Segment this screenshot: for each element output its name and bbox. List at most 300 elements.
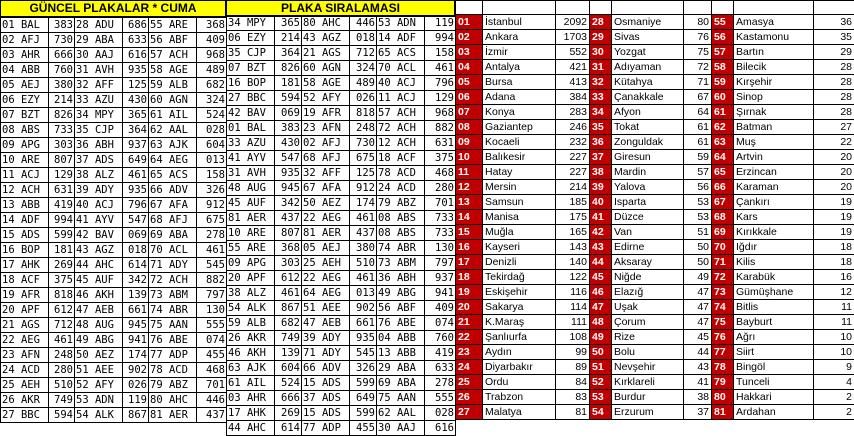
plate-code-cell: 48 AUG xyxy=(75,318,123,333)
rank-cell: 37 xyxy=(590,150,612,165)
plate-number-cell: 941 xyxy=(425,286,456,301)
plate-code-cell: 46 AKH xyxy=(75,288,123,303)
city-name-cell: Rize xyxy=(612,330,684,345)
plate-code-cell: 77 ADP xyxy=(302,421,350,436)
city-name-cell: Malatya xyxy=(483,405,556,420)
plate-number-cell: 489 xyxy=(350,76,377,91)
plate-number-cell: 468 xyxy=(425,166,456,181)
blank-cell xyxy=(612,1,684,15)
rank-cell: 46 xyxy=(590,285,612,300)
plate-row xyxy=(227,376,456,391)
plate-code-cell: 44 AHC xyxy=(227,421,275,436)
plate-number-cell: 074 xyxy=(425,316,456,331)
plate-number-cell: 174 xyxy=(123,348,149,363)
plate-number-cell: 555 xyxy=(197,318,227,333)
plate-number-cell: 797 xyxy=(425,256,456,271)
plate-number-cell: 612 xyxy=(275,271,302,286)
plate-code-cell: 10 ARE xyxy=(227,226,275,241)
plate-number-cell: 303 xyxy=(49,138,75,153)
city-name-cell: Adana xyxy=(483,90,556,105)
city-count-cell: 140 xyxy=(556,255,590,270)
city-count-cell: 227 xyxy=(556,165,590,180)
plate-number-cell: 018 xyxy=(123,243,149,258)
city-name-cell: Mardin xyxy=(612,165,684,180)
rank-cell: 38 xyxy=(590,165,612,180)
plate-number-cell: 633 xyxy=(425,361,456,376)
ranking-row xyxy=(456,225,854,240)
plate-row xyxy=(1,123,227,138)
plate-code-cell: 46 AKH xyxy=(227,346,275,361)
plate-code-cell: 38 ALZ xyxy=(75,168,123,183)
plate-code-cell: 14 ADF xyxy=(1,213,49,228)
plate-code-cell: 27 BBC xyxy=(227,91,275,106)
rank-cell: 49 xyxy=(590,330,612,345)
rank-cell: 39 xyxy=(590,180,612,195)
city-count-cell: 19 xyxy=(814,210,854,225)
plate-row xyxy=(1,63,227,78)
plate-number-cell: 661 xyxy=(350,316,377,331)
plate-row xyxy=(1,93,227,108)
plate-number-cell: 119 xyxy=(425,16,456,31)
plate-code-cell: 63 AJK xyxy=(149,138,197,153)
city-name-cell: Balıkesir xyxy=(483,150,556,165)
plate-code-cell: 04 ABB xyxy=(377,331,425,346)
city-name-cell: Kütahya xyxy=(612,75,684,90)
city-count-cell: 111 xyxy=(556,315,590,330)
rank-cell: 54 xyxy=(590,405,612,420)
plate-code-cell: 54 ALK xyxy=(227,301,275,316)
city-count-cell: 29 xyxy=(814,45,854,60)
plate-number-cell: 807 xyxy=(49,153,75,168)
plate-code-cell: 45 AUF xyxy=(75,273,123,288)
city-count-cell: 37 xyxy=(684,405,712,420)
plate-number-cell: 069 xyxy=(275,106,302,121)
city-count-cell: 61 xyxy=(684,135,712,150)
plate-number-cell: 749 xyxy=(49,393,75,408)
current-plates-table xyxy=(0,17,227,423)
city-count-cell: 108 xyxy=(556,330,590,345)
rank-cell: 20 xyxy=(456,300,483,315)
rank-cell: 04 xyxy=(456,60,483,75)
rank-cell: 77 xyxy=(712,345,734,360)
plate-code-cell: 35 CJP xyxy=(75,123,123,138)
city-count-cell: 165 xyxy=(556,225,590,240)
plate-code-cell: 17 AHK xyxy=(1,258,49,273)
blank-cell xyxy=(814,1,854,15)
plate-number-cell: 280 xyxy=(425,181,456,196)
ranking-row xyxy=(456,375,854,390)
plate-number-cell: 935 xyxy=(350,331,377,346)
plate-number-cell: 935 xyxy=(123,183,149,198)
city-name-cell: Amasya xyxy=(734,15,814,30)
plate-row xyxy=(1,48,227,63)
plate-number-cell: 882 xyxy=(197,273,227,288)
plate-row xyxy=(227,31,456,46)
rank-cell: 25 xyxy=(456,375,483,390)
plate-number-cell: 912 xyxy=(350,181,377,196)
rank-cell: 57 xyxy=(712,45,734,60)
plate-row xyxy=(227,121,456,136)
plate-code-cell: 47 AEB xyxy=(302,316,350,331)
city-count-cell: 51 xyxy=(684,225,712,240)
plate-code-cell: 78 ACD xyxy=(149,363,197,378)
city-ranking-panel xyxy=(455,0,854,422)
plate-code-cell: 31 AVH xyxy=(227,166,275,181)
plate-code-cell: 43 AGZ xyxy=(75,243,123,258)
city-count-cell: 227 xyxy=(556,150,590,165)
ranking-row xyxy=(456,105,854,120)
plate-number-cell: 661 xyxy=(123,303,149,318)
plate-code-cell: 05 AEJ xyxy=(1,78,49,93)
plate-code-cell: 37 ADS xyxy=(302,391,350,406)
plate-row xyxy=(1,168,227,183)
city-name-cell: Aksaray xyxy=(612,255,684,270)
plate-code-cell: 12 ACH xyxy=(1,183,49,198)
plate-row xyxy=(1,183,227,198)
plate-number-cell: 614 xyxy=(275,421,302,436)
city-name-cell: Trabzon xyxy=(483,390,556,405)
rank-cell: 68 xyxy=(712,210,734,225)
plate-code-cell: 76 ABE xyxy=(377,316,425,331)
plate-number-cell: 461 xyxy=(197,243,227,258)
city-count-cell: 27 xyxy=(814,120,854,135)
city-name-cell: Bartın xyxy=(734,45,814,60)
plate-code-cell: 16 BOP xyxy=(227,76,275,91)
city-name-cell: Samsun xyxy=(483,195,556,210)
plate-row xyxy=(1,78,227,93)
city-count-cell: 53 xyxy=(684,195,712,210)
rank-cell: 13 xyxy=(456,195,483,210)
plate-code-cell: 53 ADN xyxy=(377,16,425,31)
blank-cell xyxy=(483,1,556,15)
ranking-row xyxy=(456,165,854,180)
plate-row xyxy=(227,346,456,361)
city-name-cell: Kocaeli xyxy=(483,135,556,150)
city-name-cell: Gaziantep xyxy=(483,120,556,135)
plate-code-cell: 70 ACL xyxy=(377,61,425,76)
city-count-cell: 122 xyxy=(556,270,590,285)
plate-row xyxy=(1,228,227,243)
city-name-cell: İstanbul xyxy=(483,15,556,30)
ranking-row xyxy=(456,285,854,300)
plate-row xyxy=(227,76,456,91)
city-count-cell: 28 xyxy=(814,75,854,90)
blank-cell xyxy=(556,1,590,15)
plate-number-cell: 760 xyxy=(49,63,75,78)
plate-code-cell: 76 ABE xyxy=(149,333,197,348)
plate-code-cell: 32 AFF xyxy=(302,166,350,181)
plate-code-cell: 11 ACJ xyxy=(377,91,425,106)
ranking-row xyxy=(456,300,854,315)
plate-code-cell: 07 BZT xyxy=(1,108,49,123)
plate-number-cell: 468 xyxy=(197,363,227,378)
plate-code-cell: 12 ACH xyxy=(377,136,425,151)
plate-number-cell: 902 xyxy=(123,363,149,378)
plate-number-cell: 666 xyxy=(275,391,302,406)
plate-number-cell: 524 xyxy=(275,376,302,391)
plate-number-cell: 181 xyxy=(275,76,302,91)
plate-code-cell: 62 AAL xyxy=(149,123,197,138)
rank-cell: 72 xyxy=(712,270,734,285)
plate-number-cell: 139 xyxy=(123,288,149,303)
plate-number-cell: 461 xyxy=(425,61,456,76)
plate-number-cell: 945 xyxy=(123,318,149,333)
city-name-cell: Erzincan xyxy=(734,165,814,180)
city-name-cell: Bingöl xyxy=(734,360,814,375)
plate-number-cell: 409 xyxy=(425,301,456,316)
city-name-cell: Bayburt xyxy=(734,315,814,330)
rank-cell: 09 xyxy=(456,135,483,150)
plate-code-cell: 05 AEJ xyxy=(302,241,350,256)
city-count-cell: 2092 xyxy=(556,15,590,30)
city-name-cell: Osmaniye xyxy=(612,15,684,30)
ranking-row xyxy=(456,330,854,345)
plate-code-cell: 08 ABS xyxy=(377,226,425,241)
plate-row xyxy=(227,421,456,436)
plate-code-cell: 15 ADS xyxy=(302,376,350,391)
plate-code-cell: 77 ADP xyxy=(149,348,197,363)
plate-number-cell: 461 xyxy=(275,286,302,301)
plate-code-cell: 24 ACD xyxy=(1,363,49,378)
city-count-cell: 64 xyxy=(684,105,712,120)
plate-code-cell: 75 AAN xyxy=(377,391,425,406)
plate-number-cell: 510 xyxy=(49,378,75,393)
city-name-cell: Iğdır xyxy=(734,240,814,255)
plate-number-cell: 749 xyxy=(275,331,302,346)
city-name-cell: Denizli xyxy=(483,255,556,270)
rank-cell: 48 xyxy=(590,315,612,330)
plate-code-cell: 06 EZY xyxy=(227,31,275,46)
plate-number-cell: 882 xyxy=(425,121,456,136)
plate-code-cell: 67 AFA xyxy=(149,198,197,213)
city-count-cell: 28 xyxy=(814,105,854,120)
city-count-cell: 99 xyxy=(556,345,590,360)
city-name-cell: Sivas xyxy=(612,30,684,45)
rank-cell: 02 xyxy=(456,30,483,45)
plate-code-cell: 67 AFA xyxy=(302,181,350,196)
plate-code-cell: 24 ACD xyxy=(377,181,425,196)
plate-number-cell: 368 xyxy=(197,18,227,33)
plate-code-cell: 17 AHK xyxy=(227,406,275,421)
city-count-cell: 50 xyxy=(684,255,712,270)
city-count-cell: 10 xyxy=(814,345,854,360)
ranking-row xyxy=(456,405,854,420)
plate-number-cell: 368 xyxy=(275,241,302,256)
city-count-cell: 246 xyxy=(556,120,590,135)
city-name-cell: Karabük xyxy=(734,270,814,285)
plate-number-cell: 446 xyxy=(197,393,227,408)
plate-number-cell: 181 xyxy=(49,243,75,258)
plate-number-cell: 026 xyxy=(350,91,377,106)
rank-cell: 60 xyxy=(712,90,734,105)
plate-row xyxy=(1,213,227,228)
city-count-cell: 9 xyxy=(814,360,854,375)
plate-code-cell: 74 ABR xyxy=(377,241,425,256)
plate-number-cell: 555 xyxy=(425,391,456,406)
rank-cell: 18 xyxy=(456,270,483,285)
plate-number-cell: 324 xyxy=(350,61,377,76)
plate-code-cell: 20 APF xyxy=(227,271,275,286)
plate-number-cell: 675 xyxy=(350,151,377,166)
plate-number-cell: 912 xyxy=(197,198,227,213)
plate-number-cell: 733 xyxy=(425,211,456,226)
plate-number-cell: 028 xyxy=(197,123,227,138)
plate-code-cell: 25 AEH xyxy=(1,378,49,393)
city-name-cell: Sinop xyxy=(734,90,814,105)
plate-number-cell: 375 xyxy=(425,151,456,166)
rank-cell: 42 xyxy=(590,225,612,240)
plate-code-cell: 32 AFF xyxy=(75,78,123,93)
city-name-cell: Bitlis xyxy=(734,300,814,315)
city-name-cell: Nevşehir xyxy=(612,360,684,375)
plate-code-cell: 61 AIL xyxy=(227,376,275,391)
plate-number-cell: 324 xyxy=(197,93,227,108)
city-name-cell: Mersin xyxy=(483,180,556,195)
rank-cell: 08 xyxy=(456,120,483,135)
ranking-row xyxy=(456,195,854,210)
city-count-cell: 61 xyxy=(684,120,712,135)
plate-number-cell: 375 xyxy=(49,273,75,288)
plate-number-cell: 018 xyxy=(350,31,377,46)
plate-row xyxy=(1,198,227,213)
plate-code-cell: 65 ACS xyxy=(149,168,197,183)
city-name-cell: Bursa xyxy=(483,75,556,90)
plate-code-cell: 42 BAV xyxy=(75,228,123,243)
city-count-cell: 56 xyxy=(684,180,712,195)
rank-cell: 22 xyxy=(456,330,483,345)
plate-number-cell: 125 xyxy=(123,78,149,93)
city-count-cell: 35 xyxy=(814,30,854,45)
city-name-cell: Adıyaman xyxy=(612,60,684,75)
city-name-cell: Edirne xyxy=(612,240,684,255)
rank-cell: 34 xyxy=(590,105,612,120)
plate-code-cell: 35 CJP xyxy=(227,46,275,61)
plate-code-cell: 21 AGS xyxy=(1,318,49,333)
plate-number-cell: 818 xyxy=(350,106,377,121)
ranking-row xyxy=(456,120,854,135)
plate-code-cell: 59 ALB xyxy=(227,316,275,331)
plate-row xyxy=(1,258,227,273)
city-name-cell: Eskişehir xyxy=(483,285,556,300)
plate-number-cell: 342 xyxy=(123,273,149,288)
plate-code-cell: 09 APG xyxy=(227,256,275,271)
plate-row xyxy=(227,361,456,376)
plate-code-cell: 81 AER xyxy=(149,408,197,423)
rank-cell: 61 xyxy=(712,105,734,120)
plate-code-cell: 34 MPY xyxy=(75,108,123,123)
rank-cell: 73 xyxy=(712,285,734,300)
plate-number-cell: 712 xyxy=(350,46,377,61)
plate-number-cell: 935 xyxy=(123,63,149,78)
plate-row xyxy=(227,211,456,226)
plate-code-cell: 56 ABF xyxy=(377,301,425,316)
plate-number-cell: 994 xyxy=(49,213,75,228)
city-name-cell: Yozgat xyxy=(612,45,684,60)
plate-code-cell: 52 AFY xyxy=(302,91,350,106)
plate-number-cell: 937 xyxy=(123,138,149,153)
plate-code-cell: 13 ABB xyxy=(377,346,425,361)
city-name-cell: Batman xyxy=(734,120,814,135)
plate-number-cell: 968 xyxy=(197,48,227,63)
plate-number-cell: 364 xyxy=(123,123,149,138)
rank-cell: 14 xyxy=(456,210,483,225)
rank-cell: 17 xyxy=(456,255,483,270)
plate-number-cell: 599 xyxy=(350,376,377,391)
city-name-cell: Konya xyxy=(483,105,556,120)
plate-row xyxy=(227,106,456,121)
city-name-cell: İzmir xyxy=(483,45,556,60)
plate-code-cell: 13 ABB xyxy=(1,198,49,213)
rank-cell: 10 xyxy=(456,150,483,165)
rank-cell: 31 xyxy=(590,60,612,75)
city-name-cell: Çanakkale xyxy=(612,90,684,105)
plate-number-cell: 130 xyxy=(197,303,227,318)
plate-code-cell: 40 ACJ xyxy=(377,76,425,91)
rank-cell: 32 xyxy=(590,75,612,90)
plate-code-cell: 68 AFJ xyxy=(149,213,197,228)
rank-cell: 29 xyxy=(590,30,612,45)
city-name-cell: Niğde xyxy=(612,270,684,285)
ranking-row xyxy=(456,345,854,360)
city-count-cell: 80 xyxy=(684,15,712,30)
ranking-row xyxy=(456,255,854,270)
plate-code-cell: 29 ABA xyxy=(75,33,123,48)
city-name-cell: Giresun xyxy=(612,150,684,165)
city-count-cell: 20 xyxy=(814,165,854,180)
blank-cell xyxy=(734,1,814,15)
plate-code-cell: 21 AGS xyxy=(302,46,350,61)
city-name-cell: Elazığ xyxy=(612,285,684,300)
plate-code-cell: 18 ACF xyxy=(377,151,425,166)
rank-cell: 58 xyxy=(712,60,734,75)
plate-code-cell: 25 AEH xyxy=(302,256,350,271)
plate-row xyxy=(227,406,456,421)
plate-code-cell: 57 ACH xyxy=(149,48,197,63)
blank-cell xyxy=(590,1,612,15)
plate-row xyxy=(227,226,456,241)
ranking-row xyxy=(456,360,854,375)
city-count-cell: 44 xyxy=(684,345,712,360)
plate-code-cell: 30 AAJ xyxy=(377,421,425,436)
plate-code-cell: 14 ADF xyxy=(377,31,425,46)
plate-code-cell: 45 AUF xyxy=(227,196,275,211)
city-name-cell: Yalova xyxy=(612,180,684,195)
plate-row xyxy=(227,16,456,31)
rank-cell: 56 xyxy=(712,30,734,45)
plate-code-cell: 38 ALZ xyxy=(227,286,275,301)
plate-code-cell: 48 AUG xyxy=(227,181,275,196)
plate-number-cell: 125 xyxy=(350,166,377,181)
city-count-cell: 81 xyxy=(556,405,590,420)
plate-number-cell: 524 xyxy=(197,108,227,123)
city-count-cell: 38 xyxy=(684,390,712,405)
plate-code-cell: 22 AEG xyxy=(302,211,350,226)
rank-cell: 59 xyxy=(712,75,734,90)
plate-number-cell: 649 xyxy=(123,153,149,168)
plate-row xyxy=(1,408,227,423)
plate-code-cell: 68 AFJ xyxy=(302,151,350,166)
plate-number-cell: 158 xyxy=(425,46,456,61)
city-count-cell: 116 xyxy=(556,285,590,300)
city-name-cell: Erzurum xyxy=(612,405,684,420)
rank-cell: 63 xyxy=(712,135,734,150)
city-count-cell: 47 xyxy=(684,315,712,330)
plate-code-cell: 81 AER xyxy=(302,226,350,241)
plate-code-cell: 51 AEE xyxy=(75,363,123,378)
plate-number-cell: 616 xyxy=(425,421,456,436)
plate-code-cell: 09 APG xyxy=(1,138,49,153)
plate-code-cell: 51 AEE xyxy=(302,301,350,316)
